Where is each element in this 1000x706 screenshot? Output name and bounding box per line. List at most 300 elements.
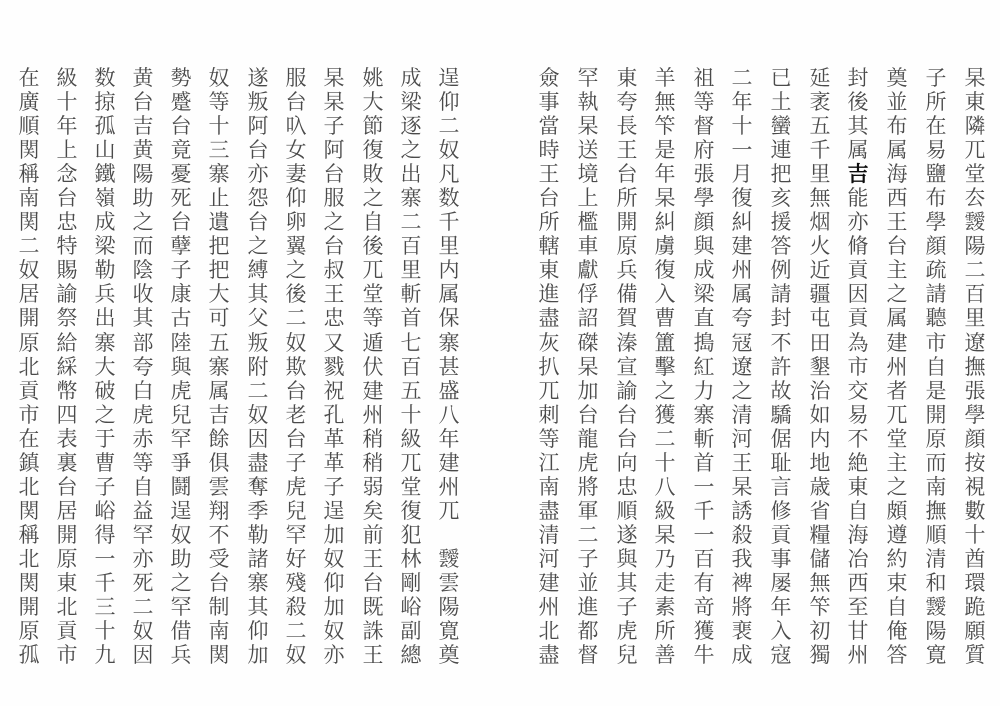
character: 父: [247, 306, 269, 331]
character: 吉: [132, 114, 154, 139]
character: 環: [964, 570, 986, 595]
character: 兀: [400, 450, 422, 475]
character: 堂: [964, 162, 986, 187]
character: 龍: [577, 426, 599, 451]
character: 子: [285, 450, 307, 475]
character: 虜: [654, 234, 676, 259]
character: 加: [247, 643, 269, 668]
character: 翼: [285, 234, 307, 259]
character: 貢: [56, 619, 78, 644]
character: 磔: [577, 330, 599, 355]
character: 杲: [323, 90, 345, 115]
character: 杲: [654, 522, 676, 547]
character: 亥: [770, 186, 792, 211]
character: 台: [56, 474, 78, 499]
character: 張: [693, 162, 715, 187]
text-column: [806, 66, 834, 667]
character: 王: [731, 450, 753, 475]
character: 直: [693, 306, 715, 331]
character: 府: [693, 138, 715, 163]
character: 盡: [538, 306, 560, 331]
character: 虎: [616, 619, 638, 644]
character: 千: [693, 498, 715, 523]
character: 力: [693, 378, 715, 403]
character: 溱: [616, 330, 638, 355]
character: 虎: [170, 378, 192, 403]
character: 兒: [285, 498, 307, 523]
character: 一: [731, 138, 753, 163]
character: 寨: [208, 162, 230, 187]
character: 車: [577, 234, 599, 259]
character: 驕: [770, 402, 792, 427]
character: 王: [538, 162, 560, 187]
character: 裨: [731, 570, 753, 595]
character: 東: [616, 66, 638, 90]
character: 亦: [847, 210, 869, 235]
character: 疏: [925, 258, 947, 283]
character: 斬: [400, 282, 422, 307]
character: 里: [964, 306, 986, 331]
character: 地: [809, 450, 831, 475]
character: 牛: [693, 643, 715, 668]
character: 視: [964, 474, 986, 499]
character: 寨: [247, 570, 269, 595]
character: 因: [247, 426, 269, 451]
text-column: [397, 66, 425, 667]
character: 總: [400, 643, 422, 668]
character: 言: [770, 474, 792, 499]
character: 爭: [170, 450, 192, 475]
character: 関: [208, 643, 230, 668]
character: 其: [247, 282, 269, 307]
character: 首: [400, 306, 422, 331]
character: 主: [886, 258, 908, 283]
character: 千: [809, 138, 831, 163]
character: 寨: [438, 330, 460, 355]
character: 敗: [362, 162, 384, 187]
character: 勢: [170, 66, 192, 90]
character: 百: [693, 546, 715, 571]
character: [435, 523, 463, 547]
character: 跪: [964, 595, 986, 620]
character: 関: [18, 570, 40, 595]
character: 三: [94, 595, 116, 620]
character: 屯: [809, 306, 831, 331]
character: 至: [847, 595, 869, 620]
character: 逞: [170, 498, 192, 523]
character: 大: [362, 90, 384, 115]
character: 十: [964, 522, 986, 547]
character: 属: [731, 282, 753, 307]
character: 賜: [56, 258, 78, 283]
character: 十: [56, 90, 78, 115]
character: 不: [770, 330, 792, 355]
character: 轄: [538, 234, 560, 259]
character: 憂: [170, 162, 192, 187]
character: 竒: [693, 595, 715, 620]
character: 杲: [964, 66, 986, 90]
character: 所: [654, 619, 676, 644]
character: 其: [616, 570, 638, 595]
character: 子: [616, 595, 638, 620]
character: 五: [208, 330, 230, 355]
character: 台: [323, 162, 345, 187]
character: 靉: [438, 546, 460, 571]
character: 等: [362, 306, 384, 331]
character: 逞: [323, 498, 345, 523]
page-gutter: [495, 0, 505, 706]
character: 一: [693, 474, 715, 499]
character: 四: [56, 402, 78, 427]
character: 忠: [56, 210, 78, 235]
character: 王: [362, 546, 384, 571]
character: 俘: [577, 282, 599, 307]
character: 忠: [323, 306, 345, 331]
character: 走: [654, 570, 676, 595]
character: 七: [400, 330, 422, 355]
character: 甘: [847, 619, 869, 644]
character: 擊: [654, 354, 676, 379]
character: 例: [770, 258, 792, 283]
character: 二: [654, 426, 676, 451]
character: 將: [731, 595, 753, 620]
character: 布: [886, 114, 908, 139]
character: 順: [925, 522, 947, 547]
character: 属: [208, 378, 230, 403]
character: 屡: [770, 570, 792, 595]
character: 土: [770, 90, 792, 115]
character: 北: [56, 595, 78, 620]
character: 州: [538, 595, 560, 620]
character: 刺: [538, 402, 560, 427]
character: 之: [886, 282, 908, 307]
character: 千: [94, 570, 116, 595]
character: 叺: [285, 114, 307, 139]
character: 獨: [809, 643, 831, 668]
character: 州: [731, 258, 753, 283]
character: 欺: [285, 354, 307, 379]
character: 属: [886, 138, 908, 163]
character: 等: [538, 426, 560, 451]
character: 兒: [616, 643, 638, 668]
character: 年: [731, 90, 753, 115]
character: 奴: [285, 330, 307, 355]
character: 特: [56, 234, 78, 259]
character: 獲: [693, 619, 715, 644]
character: 羊: [654, 66, 676, 90]
character: 台: [170, 210, 192, 235]
character: 堂: [362, 282, 384, 307]
character: 掠: [94, 90, 116, 115]
character: 貢: [847, 306, 869, 331]
character: 又: [323, 330, 345, 355]
character: 裏: [56, 450, 78, 475]
character: 里: [400, 258, 422, 283]
character: 開: [18, 595, 40, 620]
character: 河: [731, 426, 753, 451]
character: 台: [170, 114, 192, 139]
character: 仰: [247, 619, 269, 644]
character: 子: [94, 474, 116, 499]
character: 伏: [362, 354, 384, 379]
character: 属: [847, 138, 869, 163]
character: 遁: [362, 330, 384, 355]
character: 陽: [438, 595, 460, 620]
character: 寨: [94, 330, 116, 355]
character: 表: [56, 426, 78, 451]
character: 無: [809, 570, 831, 595]
character: 許: [770, 354, 792, 379]
character: 諭: [616, 378, 638, 403]
character: 赤: [132, 426, 154, 451]
character: 台: [886, 234, 908, 259]
character: 者: [886, 378, 908, 403]
character: 兵: [170, 643, 192, 668]
character: 台: [285, 90, 307, 115]
character: 學: [964, 402, 986, 427]
character: 年: [56, 114, 78, 139]
character: 與: [170, 354, 192, 379]
character: 罕: [285, 522, 307, 547]
text-column: [844, 66, 872, 667]
character: 無: [809, 186, 831, 211]
character: 罕: [170, 595, 192, 620]
character: 附: [247, 354, 269, 379]
character: 服: [285, 66, 307, 90]
character: 所: [616, 186, 638, 211]
character: 成: [693, 258, 715, 283]
character: 白: [132, 378, 154, 403]
character: 罕: [170, 426, 192, 451]
character: 五: [400, 378, 422, 403]
character: 當: [538, 114, 560, 139]
character: 卵: [285, 210, 307, 235]
character: 陽: [964, 234, 986, 259]
character: 叔: [323, 258, 345, 283]
text-column: [728, 66, 756, 667]
character: 死: [132, 570, 154, 595]
character: 把: [208, 258, 230, 283]
character: 甚: [438, 354, 460, 379]
character: 奴: [170, 522, 192, 547]
character: 嶺: [94, 186, 116, 211]
character: 西: [847, 570, 869, 595]
character: 寛: [438, 619, 460, 644]
character: 奪: [247, 474, 269, 499]
character: 素: [654, 595, 676, 620]
character: 誅: [362, 619, 384, 644]
character: 後: [362, 234, 384, 259]
character: 原: [56, 546, 78, 571]
character: 清: [731, 402, 753, 427]
character: 易: [847, 402, 869, 427]
character: 河: [538, 546, 560, 571]
character: 封: [770, 306, 792, 331]
character: 約: [886, 546, 908, 571]
character: 糾: [731, 210, 753, 235]
character: 請: [770, 282, 792, 307]
character: 之: [323, 210, 345, 235]
character: 縛: [247, 258, 269, 283]
character: 南: [538, 474, 560, 499]
character: 虎: [285, 474, 307, 499]
character: 王: [323, 282, 345, 307]
character: 季: [247, 498, 269, 523]
character: 因: [847, 282, 869, 307]
character: 年: [770, 595, 792, 620]
character: 勒: [247, 522, 269, 547]
character: 並: [886, 90, 908, 115]
character: 都: [577, 619, 599, 644]
character: 剛: [400, 570, 422, 595]
text-column: [320, 66, 348, 667]
character: 省: [809, 498, 831, 523]
character: 是: [654, 138, 676, 163]
character: 隣: [964, 114, 986, 139]
character: 質: [964, 643, 986, 668]
character: 事: [538, 90, 560, 115]
text-column: [359, 66, 387, 667]
character: 僉: [538, 66, 560, 90]
character: 止: [208, 186, 230, 211]
character: 里: [809, 162, 831, 187]
character: 王: [362, 643, 384, 668]
character: 西: [886, 186, 908, 211]
character: 台: [538, 186, 560, 211]
character: 台: [323, 234, 345, 259]
character: 送: [577, 138, 599, 163]
character: 糾: [654, 210, 676, 235]
character: 檻: [577, 210, 599, 235]
character: 簠: [654, 330, 676, 355]
character: 建: [731, 234, 753, 259]
character: 杲: [731, 474, 753, 499]
character: 答: [770, 234, 792, 259]
character: 可: [208, 306, 230, 331]
character: 市: [18, 402, 40, 427]
character: 之: [132, 210, 154, 235]
character: 台: [616, 402, 638, 427]
character: 把: [770, 162, 792, 187]
character: 北: [18, 354, 40, 379]
character: 兀: [362, 258, 384, 283]
character: 因: [132, 643, 154, 668]
character: 收: [132, 282, 154, 307]
character: 台: [208, 570, 230, 595]
character: 稱: [18, 522, 40, 547]
character: 連: [770, 138, 792, 163]
character: 黄: [132, 138, 154, 163]
character: 頗: [886, 498, 908, 523]
character: 服: [323, 186, 345, 211]
character: 事: [770, 546, 792, 571]
character: 諸: [247, 546, 269, 571]
character: 鬪: [170, 474, 192, 499]
character: 出: [94, 306, 116, 331]
character: 革: [323, 450, 345, 475]
character: 居: [56, 498, 78, 523]
character: 念: [56, 162, 78, 187]
character: 開: [18, 306, 40, 331]
character: 杲: [577, 354, 599, 379]
character: 二: [285, 619, 307, 644]
character: 上: [56, 138, 78, 163]
character: 學: [693, 186, 715, 211]
character: 寨: [208, 354, 230, 379]
text-column: [613, 66, 641, 667]
character: 袤: [809, 90, 831, 115]
character: 搗: [693, 330, 715, 355]
character: 建: [438, 450, 460, 475]
character: 康: [170, 282, 192, 307]
character: 一: [94, 546, 116, 571]
character: 制: [208, 595, 230, 620]
character: 王: [886, 210, 908, 235]
character: 杲: [654, 186, 676, 211]
character: 扒: [538, 354, 560, 379]
character: 冦: [731, 330, 753, 355]
character: 殘: [285, 570, 307, 595]
character: 獲: [654, 402, 676, 427]
character: 出: [400, 162, 422, 187]
character: 請: [925, 282, 947, 307]
character: 江: [538, 450, 560, 475]
character: 稱: [18, 162, 40, 187]
character: 遵: [886, 522, 908, 547]
character: 助: [170, 546, 192, 571]
character: 貢: [18, 378, 40, 403]
character: 願: [964, 619, 986, 644]
character: 撫: [925, 498, 947, 523]
character: 子: [577, 546, 599, 571]
character: 州: [438, 474, 460, 499]
character: 曹: [94, 450, 116, 475]
character: 能: [847, 186, 869, 211]
character: 成: [731, 643, 753, 668]
character: 州: [886, 354, 908, 379]
character: 仰: [285, 186, 307, 211]
character: 原: [925, 426, 947, 451]
character: 属: [886, 306, 908, 331]
character: 東: [538, 258, 560, 283]
character: 市: [847, 354, 869, 379]
character: 死: [170, 186, 192, 211]
character: 陸: [170, 330, 192, 355]
text-column: [282, 66, 310, 667]
character: 北: [538, 619, 560, 644]
character: 梁: [94, 234, 116, 259]
character: 酋: [964, 546, 986, 571]
character: 仰: [438, 90, 460, 115]
character: 已: [770, 66, 792, 90]
character: 不: [847, 426, 869, 451]
character: 節: [362, 114, 384, 139]
character: 顔: [964, 426, 986, 451]
character: 属: [438, 282, 460, 307]
character: 盡: [538, 643, 560, 668]
character: 布: [925, 186, 947, 211]
character: 笇: [809, 595, 831, 620]
character: 將: [577, 474, 599, 499]
character: 首: [693, 450, 715, 475]
text-column: [574, 66, 602, 667]
character: 大: [94, 354, 116, 379]
character: 等: [208, 90, 230, 115]
character: 開: [56, 522, 78, 547]
character: 林: [400, 546, 422, 571]
character: 老: [285, 402, 307, 427]
character: 而: [925, 450, 947, 475]
